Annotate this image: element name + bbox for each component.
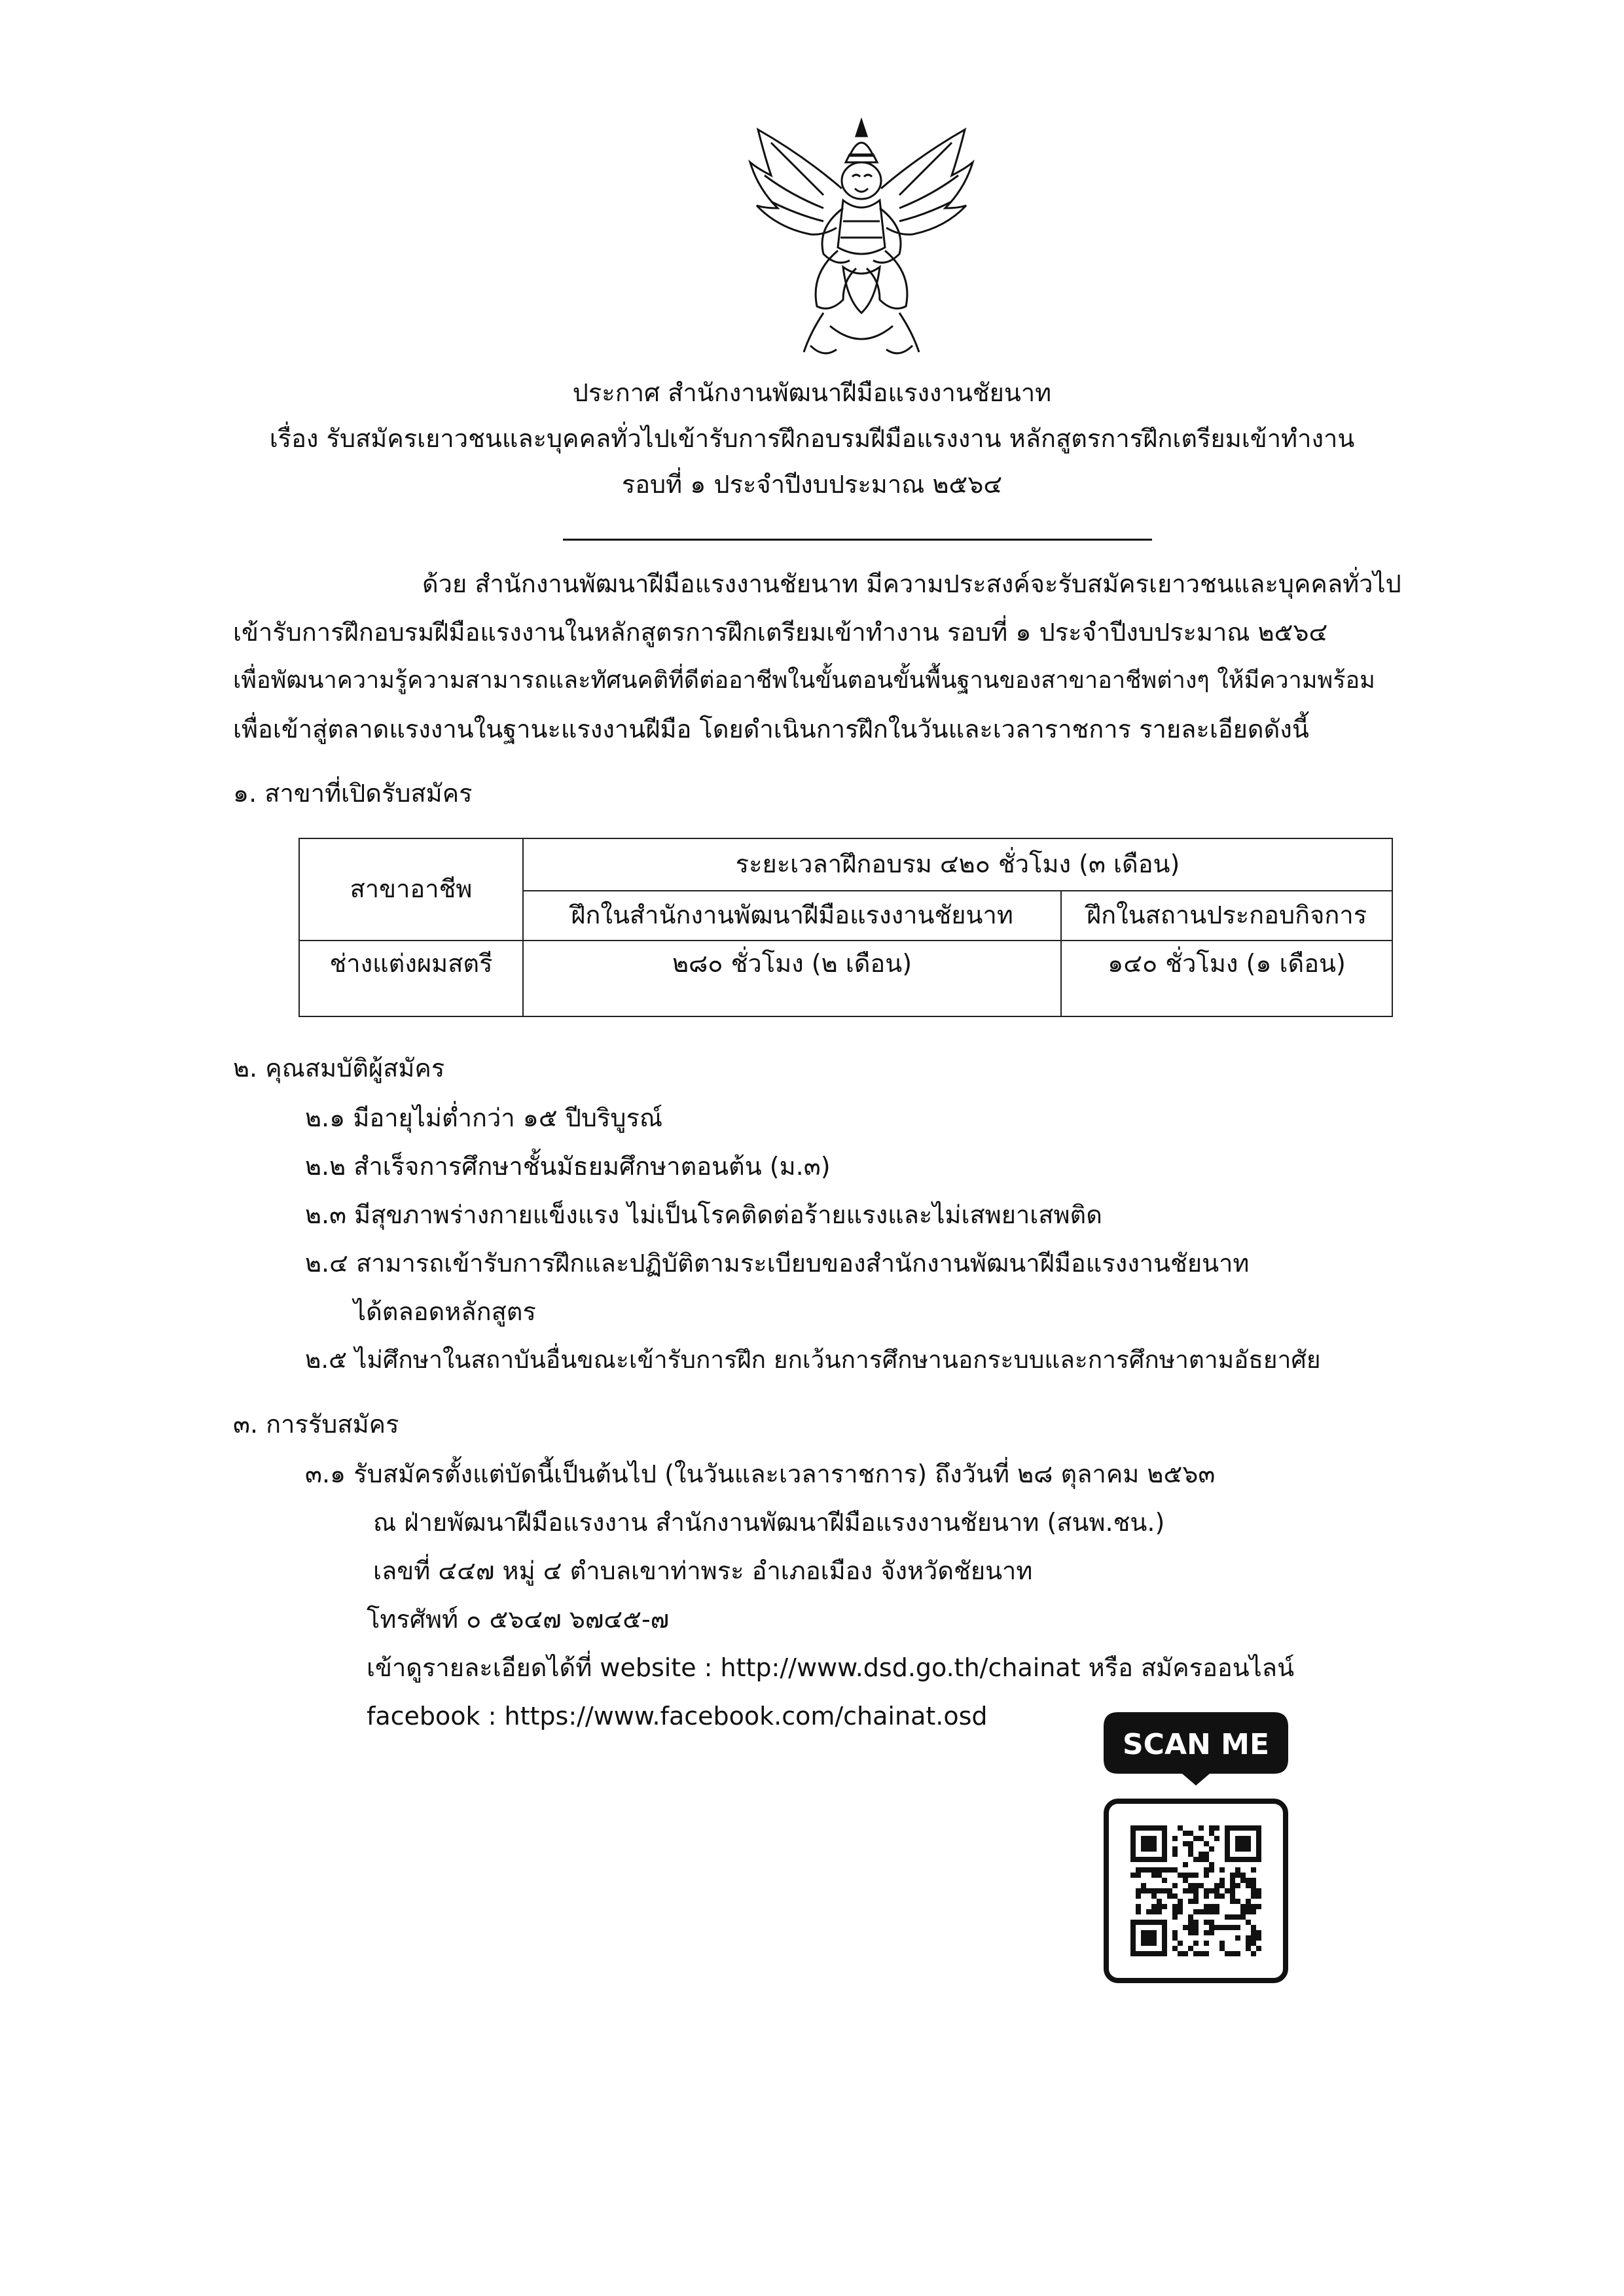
qr-code-frame bbox=[1104, 1799, 1288, 1983]
branch-table bbox=[298, 838, 1393, 1017]
qualification-item-1: ๒.๑ มีอายุไม่ต่ำกว่า ๑๕ ปีบริบูรณ์ bbox=[305, 1103, 663, 1132]
section-3-title: ๓. การรับสมัคร bbox=[233, 1410, 399, 1439]
application-phone: โทรศัพท์ ๐ ๕๖๔๗ ๖๗๔๕-๗ bbox=[367, 1605, 670, 1634]
header-business-training: ฝึกในสถานประกอบกิจการ bbox=[1061, 891, 1392, 941]
qualification-item-2: ๒.๒ สำเร็จการศึกษาชั้นมัธยมศึกษาตอนต้น (ม.๓) bbox=[305, 1152, 831, 1181]
intro-line-3: เพื่อพัฒนาความรู้ความสามารถและทัศนคติที่ดีต่ออาชีพในขั้นตอนขั้นพื้นฐานของสาขาอาชีพต่างๆ ให้มีความพร้อม bbox=[233, 667, 1375, 694]
cell-office-hours: ๒๘๐ ชั่วโมง (๒ เดือน) bbox=[523, 941, 1061, 1016]
application-facebook: facebook : https://www.facebook.com/chainat.osd bbox=[367, 1702, 988, 1731]
qualification-item-4-cont: ได้ตลอดหลักสูตร bbox=[353, 1297, 536, 1326]
heading-divider bbox=[563, 539, 1152, 541]
header-duration: ระยะเวลาฝึกอบรม ๔๒๐ ชั่วโมง (๓ เดือน) bbox=[523, 838, 1392, 891]
intro-line-1: ด้วย สำนักงานพัฒนาฝีมือแรงงานชัยนาท มีความประสงค์จะรับสมัครเยาวชนและบุคคลทั่วไป bbox=[422, 569, 1401, 598]
cell-branch-name: ช่างแต่งผมสตรี bbox=[299, 941, 523, 1016]
section-2-title: ๒. คุณสมบัติผู้สมัคร bbox=[233, 1054, 445, 1083]
qualification-item-3: ๒.๓ มีสุขภาพร่างกายแข็งแรง ไม่เป็นโรคติดต่อร้ายแรงและไม่เสพยาเสพติด bbox=[305, 1200, 1102, 1229]
qualification-item-5: ๒.๕ ไม่ศึกษาในสถาบันอื่นขณะเข้ารับการฝึก ยกเว้นการศึกษานอกระบบและการศึกษาตามอัธยาศัย bbox=[305, 1346, 1321, 1374]
application-location: ณ ฝ่ายพัฒนาฝีมือแรงงาน สำนักงานพัฒนาฝีมือแรงงานชัยนาท (สนพ.ชน.) bbox=[373, 1508, 1165, 1537]
announcement-subject: เรื่อง รับสมัครเยาวชนและบุคคลทั่วไปเข้ารับการฝึกอบรมฝีมือแรงงาน หลักสูตรการฝึกเตรียมเข้าทำงาน bbox=[269, 424, 1355, 453]
intro-line-4: เพื่อเข้าสู่ตลาดแรงงานในฐานะแรงงานฝีมือ โดยดำเนินการฝึกในวันและเวลาราชการ รายละเอียดดังนี้ bbox=[233, 715, 1309, 744]
header-office-training: ฝึกในสำนักงานพัฒนาฝีมือแรงงานชัยนาท bbox=[523, 891, 1061, 941]
qualification-item-4: ๒.๔ สามารถเข้ารับการฝึกและปฏิบัติตามระเบียบของสำนักงานพัฒนาฝีมือแรงงานชัยนาท bbox=[305, 1249, 1250, 1278]
section-1-title: ๑. สาขาที่เปิดรับสมัคร bbox=[233, 779, 473, 808]
announcement-round: รอบที่ ๑ ประจำปีงบประมาณ ๒๕๖๔ bbox=[621, 470, 1003, 499]
announcement-title: ประกาศ สำนักงานพัฒนาฝีมือแรงงานชัยนาท bbox=[572, 378, 1052, 407]
header-branch: สาขาอาชีพ bbox=[299, 838, 523, 941]
garuda-emblem-icon bbox=[745, 117, 978, 365]
application-address: เลขที่ ๔๔๗ หมู่ ๔ ตำบลเขาท่าพระ อำเภอเมือง จังหวัดชัยนาท bbox=[373, 1556, 1033, 1585]
scan-me-label: SCAN ME bbox=[1122, 1728, 1270, 1761]
qr-code-icon[interactable] bbox=[1130, 1825, 1261, 1956]
application-website: เข้าดูรายละเอียดได้ที่ website : http://www.dsd.go.th/chainat หรือ สมัครออนไลน์ bbox=[367, 1653, 1295, 1682]
intro-line-2: เข้ารับการฝึกอบรมฝีมือแรงงานในหลักสูตรการฝึกเตรียมเข้าทำงาน รอบที่ ๑ ประจำปีงบประมาณ ๒๕๖๔ bbox=[233, 618, 1328, 647]
cell-business-hours: ๑๔๐ ชั่วโมง (๑ เดือน) bbox=[1061, 941, 1392, 1016]
application-period: ๓.๑ รับสมัครตั้งแต่บัดนี้เป็นต้นไป (ในวันและเวลาราชการ) ถึงวันที่ ๒๘ ตุลาคม ๒๕๖๓ bbox=[305, 1460, 1216, 1488]
